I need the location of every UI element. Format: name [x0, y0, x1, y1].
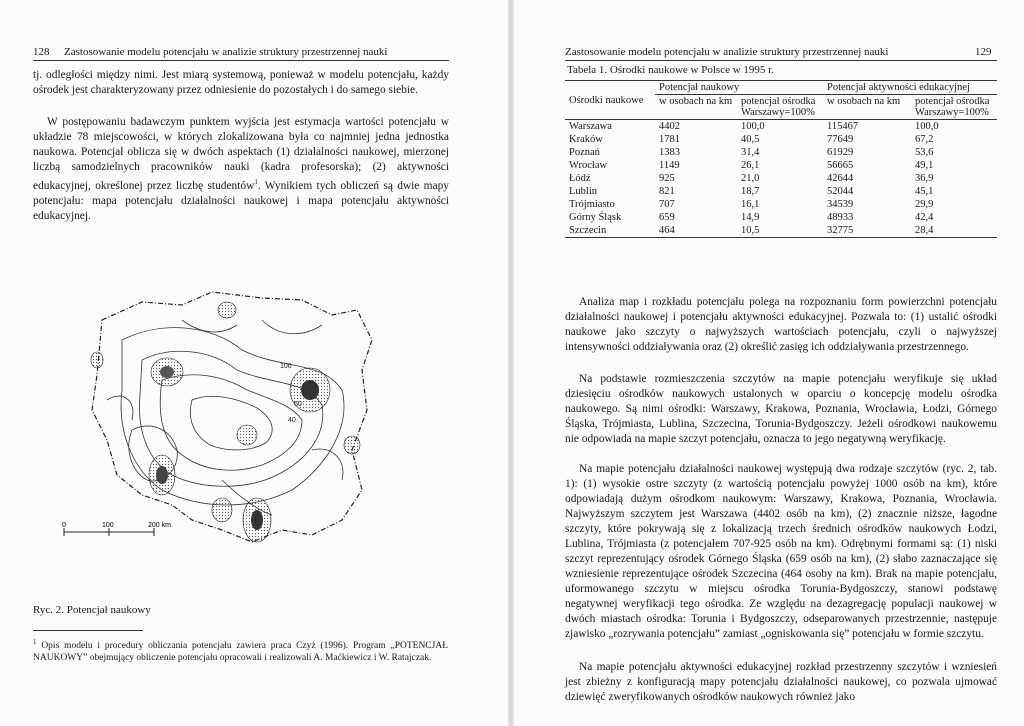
value-cell: 48933	[827, 212, 854, 223]
footnote-text: Opis modelu i procedury obliczania potencjału zawiera praca Czyż (1996). Program „POTENCJAŁ NAUKOWY” obejmujący obliczenie potencjału opracowali i realizowali A. Maćkiewicz i W. Ratajczak.	[33, 641, 448, 664]
value-cell: 28,4	[911, 224, 997, 238]
table-row	[565, 211, 997, 224]
value-cell: 1383	[659, 147, 680, 158]
left-header-rule	[33, 60, 449, 61]
value-cell: 16,1	[741, 199, 760, 210]
footnote	[33, 636, 448, 664]
right-running-head: Zastosowanie modelu potencjału w analizie struktury przestrzennej nauki	[565, 46, 889, 58]
contour-label: 60	[294, 401, 302, 408]
header-centers: Ośrodki naukowe	[565, 81, 655, 120]
country-border	[92, 292, 372, 542]
left-running-head: Zastosowanie modelu potencjału w analizie struktury przestrzennej nauki	[64, 46, 388, 58]
value-cell: 1781	[659, 134, 680, 145]
scale-label: 0	[62, 522, 66, 529]
value-cell: 1149	[659, 160, 680, 171]
subheader-persons-per-km: w osobach na km	[655, 95, 737, 120]
figure-caption: Ryc. 2. Potencjał naukowy	[33, 604, 151, 616]
value-cell: 40,5	[741, 134, 760, 145]
left-paragraph-2	[33, 115, 449, 224]
value-cell: 100,0	[741, 121, 765, 132]
right-paragraph-3: Na mapie potencjału działalności naukowej występują dwa rodzaje szczytów (ryc. 2, tab. 1): (1) wysokie ostre szczyty (z wartością potencjału powyżej 1000 osób na km), które odpowiadają dużym ośrodkom naukowym: Warszawy, Krakowa, Poznania, Wrocławia. Najwyższym szczytem jest Warszawa (4402 osób na km), (2) znacznie niższe, łagodne szczyty, które pokrywają się z lokalizacją trzech średnich ośrodków naukowych Łodzi, Lublina, Trójmiasta (z potencjałem 707-925 osób na km). Odrębnymi formami są: (1) niski szczyt reprezentujący ośrodek Górnego Śląska (659 osób na km), (2) słabo zaznaczające się wzniesienie reprezentujące ośrodek Szczecina (464 osoby na km). Brak na mapie potencjału, uformowanego szczytu w miejscu ośrodka Torunia-Bydgoszczy, stanowi podstawę negatywnej weryfikacji tego ośrodka. Ze względu na dezagregację populacji naukowej w dwóch miastach ośrodka: Torunia i Bydgoszczy, odseparowanych przestrzennie, następuje zjawisko „rozrywania potencjału” zamiast „ogniskowania się” potencjału w formie szczytu.	[565, 463, 997, 640]
right-header-rule	[565, 60, 997, 61]
footnote-ref: 1	[254, 178, 258, 186]
potential-map	[62, 280, 392, 580]
value-cell: 31,4	[741, 147, 760, 158]
potential-peaks	[91, 302, 360, 542]
value-cell: 56665	[827, 160, 854, 171]
value-cell: 45,1	[915, 186, 934, 197]
header-group-scientific: Potencjał naukowy	[655, 81, 823, 95]
value-cell: 100,0	[915, 121, 939, 132]
scale-bar	[62, 522, 171, 536]
subheader-warsaw-percent: potencjał ośrodka Warszawy=100%	[911, 95, 997, 120]
table-body	[565, 120, 997, 238]
table-row	[565, 159, 997, 172]
table-row	[565, 172, 997, 185]
center-name-cell: Warszawa	[569, 121, 612, 132]
center-name-cell: Trójmiasto	[569, 199, 615, 210]
table-title: Tabela 1. Ośrodki naukowe w Polsce w 1995 r.	[567, 64, 774, 76]
left-paragraph-2-text-end: . Wynikiem tych obliczeń są dwie mapy potencjału: mapa potencjału działalności naukowej i mapa potencjału aktywności edukacyjnej.	[33, 179, 449, 222]
subheader-warsaw-percent: potencjał ośrodka Warszawy=100%	[737, 95, 823, 120]
value-cell: 4402	[659, 121, 680, 132]
table-row	[565, 133, 997, 146]
value-cell: 14,9	[741, 212, 760, 223]
value-cell: 26,1	[741, 160, 760, 171]
left-paragraph-2-text: W postępowaniu badawczym punktem wyjścia jest estymacja wartości potencjału w układzie 78 miejscowości, w których zlokalizowana była co najmniej jedna jednostka naukowa. Potencjał oblicza się w dwóch aspektach (1) działalności naukowej, mierzonej liczbą samodzielnych pracowników nauki (kadra profesorska); (2) aktywności edukacyjnej, określonej przez liczbę studentów	[33, 116, 449, 192]
table-row	[565, 224, 997, 238]
value-cell: 707	[659, 199, 675, 210]
value-cell: 61929	[827, 147, 854, 158]
center-name-cell: Łódź	[569, 173, 591, 184]
value-cell: 925	[659, 173, 675, 184]
value-cell: 821	[659, 186, 675, 197]
value-cell: 29,9	[915, 199, 934, 210]
table-row	[565, 198, 997, 211]
table-row	[565, 185, 997, 198]
center-name-cell: Poznań	[569, 147, 600, 158]
left-page-number: 128	[33, 46, 50, 58]
value-cell: 10,5	[737, 224, 823, 238]
contour-lines	[107, 320, 344, 515]
value-cell: 67,2	[915, 134, 934, 145]
value-cell: 659	[659, 212, 675, 223]
scale-label: 200 km	[148, 522, 171, 529]
value-cell: 42644	[827, 173, 854, 184]
value-cell: 464	[655, 224, 737, 238]
table-row	[565, 120, 997, 134]
contour-label: 40	[288, 417, 296, 424]
left-paragraph-1: tj. odległości między nimi. Jest miarą systemową, ponieważ w modelu potencjału, każdy ośrodek jest charakteryzowany przez odniesienie do pozostałych i do samego siebie.	[33, 69, 449, 96]
value-cell: 18,7	[741, 186, 760, 197]
table-header-row	[565, 81, 997, 95]
value-cell: 21,0	[741, 173, 760, 184]
value-cell: 49,1	[915, 160, 934, 171]
value-cell: 32775	[823, 224, 911, 238]
footnote-mark: 1	[33, 638, 37, 646]
table-row	[565, 146, 997, 159]
value-cell: 52044	[827, 186, 854, 197]
contour-label: 100	[280, 363, 292, 370]
science-centers-table	[565, 80, 997, 238]
center-name-cell: Szczecin	[565, 224, 655, 238]
subheader-persons-per-km: w osobach na km	[823, 95, 911, 120]
header-group-educational: Potencjał aktywności edukacyjnej	[823, 81, 997, 95]
right-paragraph-1: Analiza map i rozkładu potencjału polega na rozpoznaniu form powierzchni potencjału działalności naukowej i potencjału aktywności edukacyjnej. Pozwala to: (1) ustalić ośrodki naukowe jako szczyty o najwyższych wartościach potencjału, czyli o najwyższej intensywności oddziaływania oraz (2) określić zasięg ich oddziaływania przestrzennego.	[565, 296, 997, 353]
right-paragraph-4: Na mapie potencjału aktywności edukacyjnej rozkład przestrzenny szczytów i wzniesień jest zbieżny z konfiguracją mapy potencjału działalności naukowej, co pozwala ujmować dziewięć zweryfikowanych ośrodków naukowych również jako	[565, 661, 997, 703]
footnote-rule	[33, 630, 143, 631]
right-page-number: 129	[975, 46, 992, 58]
value-cell: 115467	[827, 121, 859, 132]
value-cell: 53,6	[915, 147, 934, 158]
scale-label: 100	[102, 522, 114, 529]
center-name-cell: Wrocław	[569, 160, 608, 171]
center-name-cell: Lublin	[569, 186, 597, 197]
right-paragraph-2: Na podstawie rozmieszczenia szczytów na mapie potencjału weryfikuje się układ dziesięciu ośrodków naukowych ustalonych w oparciu o koncepcję modelu ośrodka naukowego. Są nimi ośrodki: Warszawy, Krakowa, Poznania, Wrocławia, Łodzi, Górnego Śląska, Trójmiasta, Lublina, Szczecina, Torunia-Bydgoszczy. Jeżeli ośrodkowi naukowemu nie odpowiada na mapie szczyt potencjału, oznacza to jego negatywną weryfikację.	[565, 373, 997, 445]
value-cell: 36,9	[915, 173, 934, 184]
value-cell: 77649	[827, 134, 854, 145]
center-name-cell: Górny Śląsk	[569, 212, 622, 223]
value-cell: 34539	[827, 199, 854, 210]
value-cell: 42,4	[915, 212, 934, 223]
center-name-cell: Kraków	[569, 134, 603, 145]
